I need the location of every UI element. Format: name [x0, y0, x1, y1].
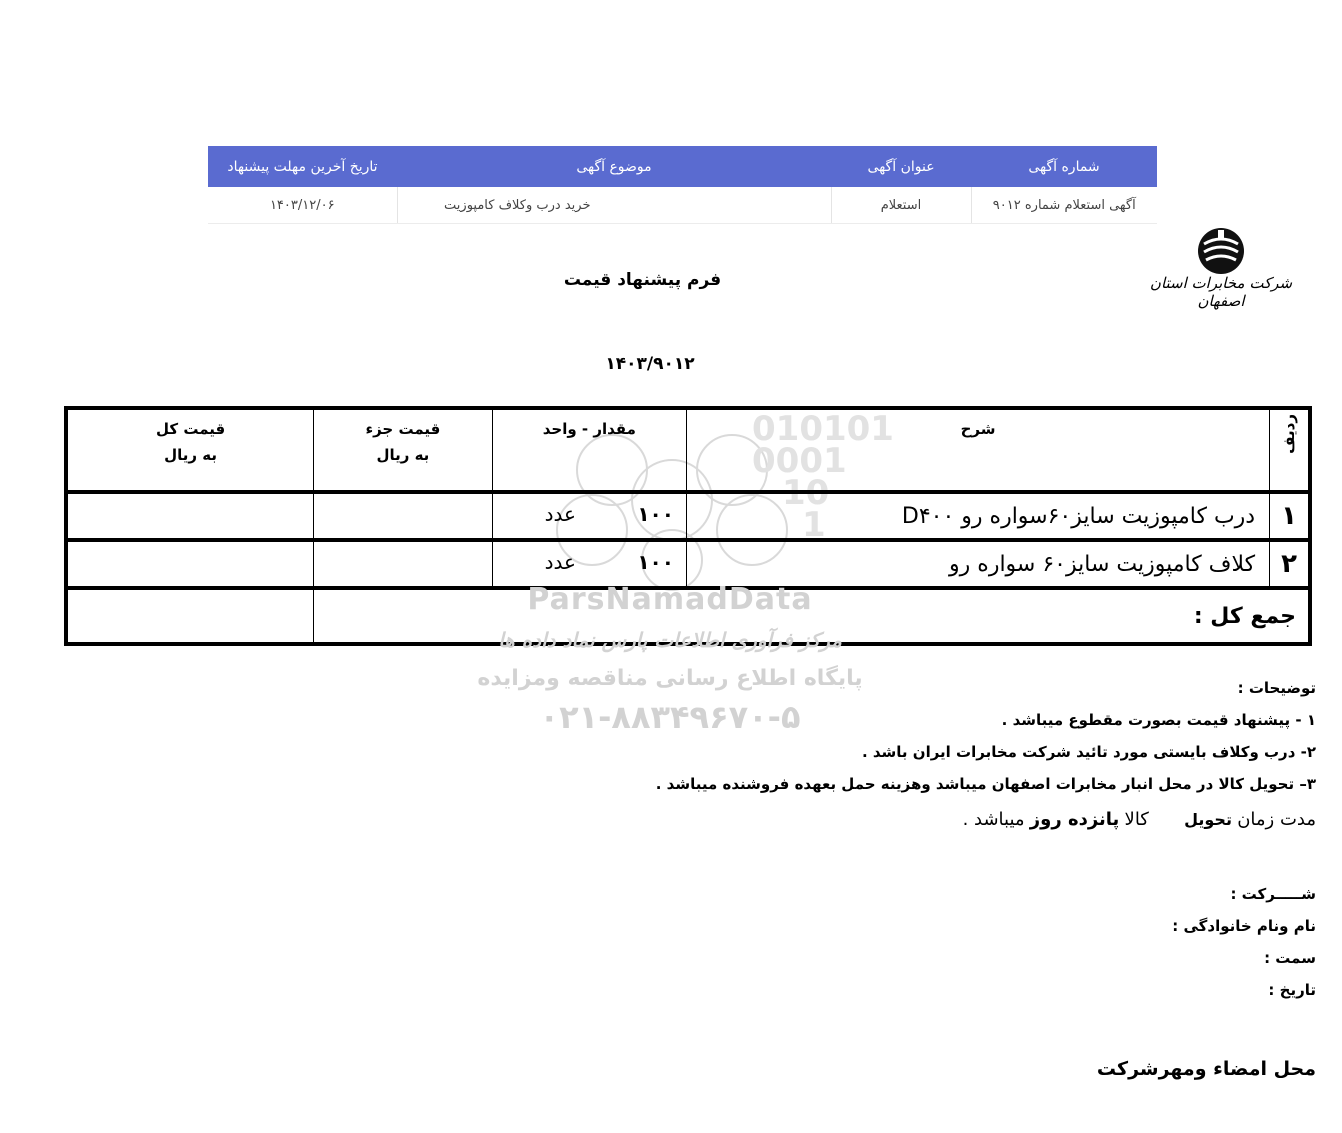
ad-title-value: استعلام: [831, 187, 971, 224]
row-total-price[interactable]: [66, 540, 314, 588]
ad-info-header-row: [208, 146, 1157, 187]
delivery-part1: مدت زمان: [1237, 809, 1316, 830]
quantity-value: ۱۰۰: [637, 550, 674, 574]
svg-text:1: 1: [802, 505, 826, 545]
header-total-price: [66, 408, 314, 492]
row-quantity: [492, 492, 686, 540]
header-ad-subject: موضوع آگهی: [397, 146, 831, 187]
quantity-value: ۱۰۰: [637, 502, 674, 526]
row-number: ۲: [1270, 540, 1310, 588]
delivery-part4: پانزده روز: [1029, 809, 1120, 830]
ad-subject-value: خرید درب وکلاف کامپوزیت: [397, 187, 831, 224]
note-item: ۱ - پیشنهاد قیمت بصورت مقطوع میباشد .: [1001, 711, 1316, 729]
row-quantity: [492, 540, 686, 588]
ad-number-value: آگهی استعلام شماره ۹۰۱۲: [971, 187, 1157, 224]
header-unit-price-label: قیمت جزء: [365, 420, 441, 438]
position-field-label: سمت :: [1264, 949, 1316, 967]
header-total-price-label: قیمت کل: [155, 420, 226, 438]
watermark-phone: ۰۲۱-۸۸۳۴۹۶۷۰-۵: [539, 698, 801, 736]
row-unit-price[interactable]: [314, 540, 492, 588]
company-logo-text: شرکت مخابرات استان اصفهان: [1149, 274, 1293, 310]
svg-text:010101: 010101: [752, 409, 894, 449]
watermark-brand: ParsNamadData: [527, 582, 813, 617]
price-table-header: [66, 408, 1310, 492]
row-total-price[interactable]: [66, 492, 314, 540]
table-row: [66, 492, 1310, 540]
row-description: درب کامپوزیت سایز۶۰سواره رو D۴۰۰: [686, 492, 1269, 540]
header-unit-price: [314, 408, 492, 492]
quantity-unit: عدد: [544, 550, 576, 574]
delivery-note: [416, 804, 1316, 836]
header-ad-title: عنوان آگهی: [831, 146, 971, 187]
svg-text:10: 10: [782, 473, 830, 513]
svg-text:0001: 0001: [752, 441, 847, 481]
row-number: ۱: [1270, 492, 1310, 540]
notes-section: [416, 672, 1316, 836]
company-field-label: شـــــرکت :: [1230, 885, 1316, 903]
row-description: کلاف کامپوزیت سایز۶۰ سواره رو: [686, 540, 1269, 588]
header-row-number-label: ردیف: [1280, 414, 1299, 454]
quantity-unit: عدد: [544, 502, 576, 526]
notes-title: توضیحات :: [1237, 679, 1316, 697]
watermark-line1: مرکز فرآوری اطلاعات پارس نماد داده ها: [498, 628, 842, 652]
row-unit-price[interactable]: [314, 492, 492, 540]
header-row-number: [1270, 408, 1310, 492]
signature-section: [816, 878, 1316, 1006]
seal-label: محل امضاء ومهرشرکت: [1096, 1058, 1316, 1080]
header-total-price-sub: به ریال: [164, 446, 218, 464]
delivery-part5: میباشد .: [962, 809, 1025, 830]
header-description: شرح: [686, 408, 1269, 492]
watermark-line2: پایگاه اطلاع رسانی مناقصه ومزایده: [477, 666, 863, 691]
form-date: ۱۴۰۳/۹۰۱۲: [605, 354, 695, 374]
form-title: فرم پیشنهاد قیمت: [563, 270, 722, 290]
telecom-logo-icon: [1196, 226, 1246, 276]
ad-info-value-row: [208, 187, 1157, 224]
header-unit-price-sub: به ریال: [376, 446, 430, 464]
note-item: ۳– تحویل کالا در محل انبار مخابرات اصفهان میباشد وهزینه حمل بعهده فروشنده میباشد .: [655, 775, 1316, 793]
deadline-value: ۱۴۰۳/۱۲/۰۶: [208, 187, 397, 224]
ad-info-table: [208, 146, 1157, 224]
header-quantity: مقدار - واحد: [492, 408, 686, 492]
total-value[interactable]: [66, 588, 314, 644]
table-row: [66, 540, 1310, 588]
delivery-part3: کالا: [1124, 809, 1149, 830]
header-ad-number: شماره آگهی: [971, 146, 1157, 187]
name-field-label: نام ونام خانوادگی :: [1172, 917, 1316, 935]
date-field-label: تاریخ :: [1268, 981, 1316, 999]
delivery-part2: تحویل: [1184, 810, 1232, 829]
total-label: جمع کل :: [314, 588, 1310, 644]
header-deadline: تاریخ آخرین مهلت پیشنهاد: [208, 146, 397, 187]
note-item: ۲- درب وکلاف بایستی مورد تائید شرکت مخابرات ایران باشد .: [861, 743, 1316, 761]
